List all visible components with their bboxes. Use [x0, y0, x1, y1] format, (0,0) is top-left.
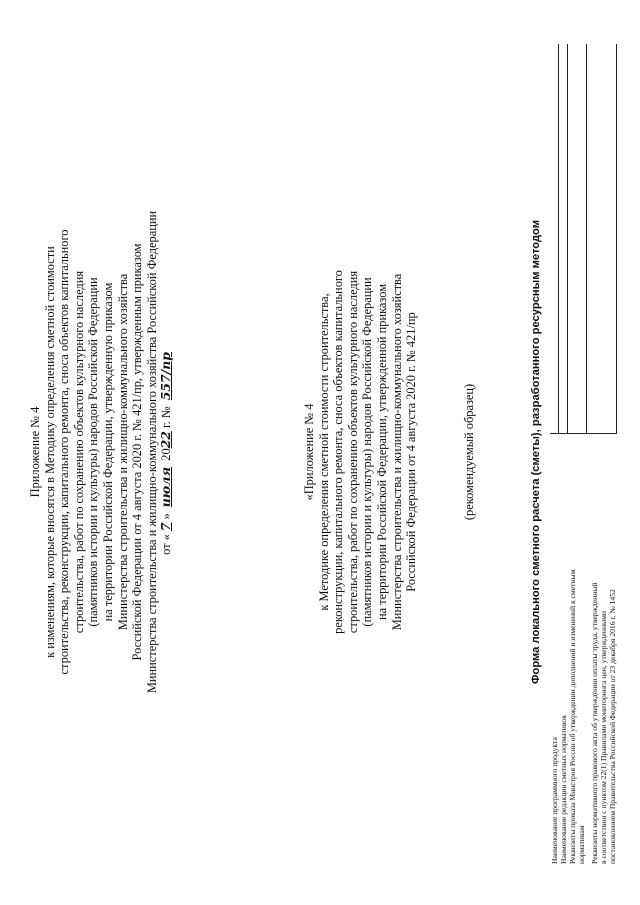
field-legal-act-label: Реквизиты нормативного правового акта об утверждении оплаты труда, утвержденный — [590, 582, 599, 864]
appendix-line: «Приложение № 4 — [302, 403, 316, 501]
methodology-appendix — [302, 42, 419, 862]
header-line: Министерства строительства и жилищно-коммунального хозяйства Российской Федерации — [144, 210, 159, 694]
form-title: Форма локального сметного расчета (сметы), разработанного ресурсным методом — [530, 219, 542, 685]
header-line: Приложение № 4 — [28, 406, 42, 498]
field-legal-act-line — [616, 44, 617, 434]
header-line: строительства, работ по сохранению объектов культурного наследия — [71, 270, 86, 634]
recommended-sample-note: (рекомендуемый образец) — [462, 383, 476, 521]
appendix-line: строительства, работ по сохранению объектов культурного наследия — [345, 270, 360, 634]
form-fields — [550, 44, 618, 864]
order-month: июля — [158, 466, 174, 508]
header-line: (памятников истории и культуры) народов Российской Федерации — [86, 277, 101, 627]
field-order-details-line — [586, 44, 587, 434]
field-norms-edition-line — [567, 44, 568, 434]
appendix-line: реконструкции, капитального ремонта, сноса объектов капитального — [331, 270, 346, 634]
appendix-line: Министерства строительства и жилищно-коммунального хозяйства — [389, 273, 404, 631]
header-line: строительства, реконструкции, капитального ремонта, сноса объектов капитального — [57, 229, 72, 675]
appendix-line: на территории Российской Федерации, утвержденной приказом — [374, 283, 389, 621]
appendix-line: (памятников истории и культуры) народов Российской Федерации — [360, 277, 375, 627]
order-number-label: г. № — [159, 403, 174, 432]
header-line: Российской Федерации от 4 августа 2020 г. № 421/пр, утвержденным приказом — [130, 243, 145, 661]
field-order-details-label-cont: нормативам — [577, 825, 586, 864]
order-year-suffix: 22 — [158, 431, 174, 449]
field-order-details-label: Реквизиты приказа Минстроя России об утверждении дополнений и изменений к сметным — [568, 569, 577, 864]
header-line: к изменениям, которые вносятся в Методику определения сметной стоимости — [42, 246, 57, 658]
field-software-line — [558, 44, 559, 434]
appendix-line: Российской Федерации от 4 августа 2020 г. № 421/пр — [404, 312, 419, 592]
order-prefix: от « — [159, 534, 174, 555]
appendix-line: к Методике определения сметной стоимости строительства, — [316, 293, 331, 611]
field-software-label: Наименование программного продукта — [550, 737, 559, 864]
field-divider-line — [550, 433, 616, 434]
header-line: на территории Российской Федерации, утвержденную приказом — [100, 282, 115, 622]
order-year-prefix: 20 — [159, 448, 174, 464]
field-legal-act-label-cont: в соответствии с пунктом 22(1) Правилами мониторинга цен, утвержденными — [599, 611, 608, 864]
rotated-sheet — [20, 32, 620, 872]
header-line: Министерства строительства и жилищно-коммунального хозяйства — [115, 273, 130, 631]
order-mid: » — [159, 510, 174, 520]
order-day: 7 — [158, 522, 174, 532]
appendix-header — [28, 42, 174, 862]
order-number: 557/пр — [158, 352, 174, 401]
field-norms-edition-label: Наименование редакции сметных нормативов — [559, 715, 568, 864]
order-date-line — [159, 42, 174, 862]
field-legal-act-label-cont: постановлением Правительства Российской Федерации от 23 декабря 2016 г. № 1452 — [608, 589, 617, 864]
